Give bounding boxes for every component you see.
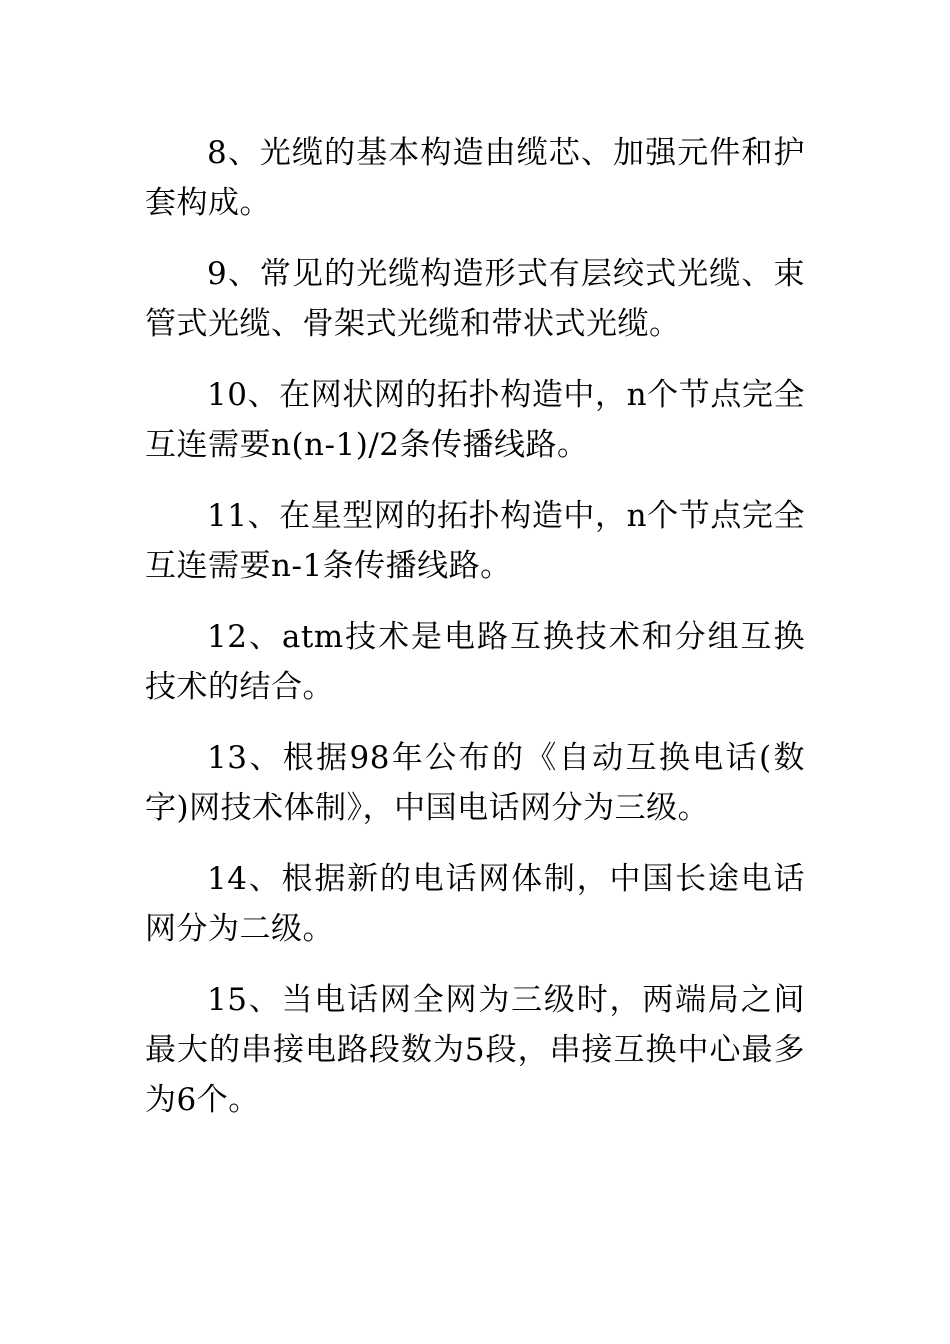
paragraph-item-9: 9、常见的光缆构造形式有层绞式光缆、束管式光缆、骨架式光缆和带状式光缆。 xyxy=(145,256,805,342)
document-body xyxy=(145,128,805,1146)
paragraph-item-11: 11、在星型网的拓扑构造中，n个节点完全互连需要n-1条传播线路。 xyxy=(145,498,805,584)
paragraph-item-8: 8、光缆的基本构造由缆芯、加强元件和护套构成。 xyxy=(145,135,805,221)
paragraph-item-13: 13、根据98年公布的《自动互换电话(数字)网技术体制》，中国电话网分为三级。 xyxy=(145,740,805,826)
paragraph-item-12: 12、atm技术是电路互换技术和分组互换技术的结合。 xyxy=(145,619,805,705)
paragraph-item-10: 10、在网状网的拓扑构造中，n个节点完全互连需要n(n-1)/2条传播线路。 xyxy=(145,377,805,463)
paragraph-item-14: 14、根据新的电话网体制，中国长途电话网分为二级。 xyxy=(145,861,805,947)
paragraph-item-15: 15、当电话网全网为三级时，两端局之间最大的串接电路段数为5段，串接互换中心最多为6个。 xyxy=(145,982,805,1118)
